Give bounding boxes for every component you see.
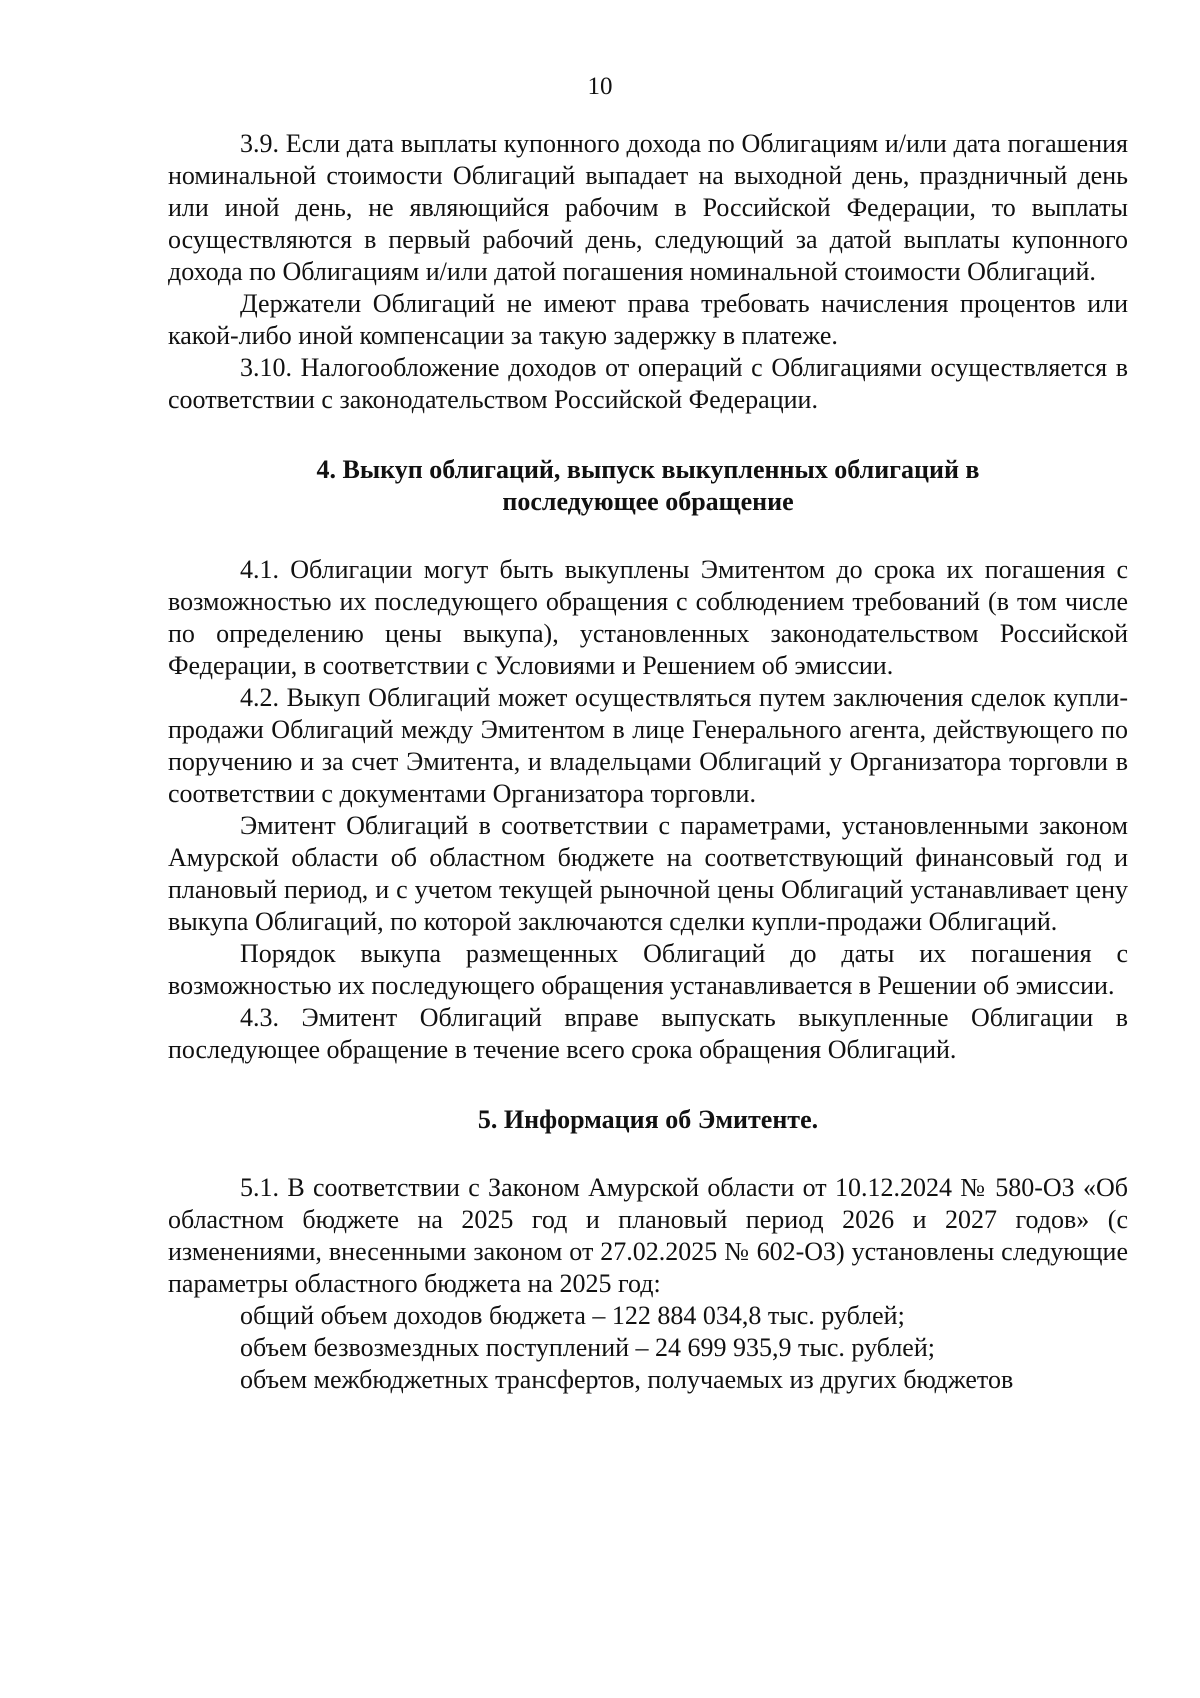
budget-param-item: объем межбюджетных трансфертов, получаемых из других бюджетов	[240, 1365, 1014, 1394]
paragraph-4-3: 4.3. Эмитент Облигаций вправе выпускать выкупленные Облигации в последующее обращение в течение всего срока обращения Облигаций.	[168, 1003, 1128, 1064]
paragraph-holders-rights: Держатели Облигаций не имеют права требовать начисления процентов или какой-либо иной компенсации за такую задержку в платеже.	[168, 289, 1128, 350]
paragraph-buyback-order: Порядок выкупа размещенных Облигаций до даты их погашения с возможностью их последующего обращения устанавливается в Решении об эмиссии.	[168, 939, 1128, 1000]
page-number: 10	[587, 73, 613, 100]
document-body	[168, 128, 1128, 1396]
paragraph-3-9: 3.9. Если дата выплаты купонного дохода по Облигациям и/или дата погашения номинальной стоимости Облигаций выпадает на выходной день, праздничный день или иной день, не являющийся рабочим в Российской Федерации, то выплаты осуществляются в первый рабочий день, следующий за датой выплаты купонного дохода по Облигациям и/или датой погашения номинальной стоимости Облигаций.	[168, 129, 1128, 286]
paragraph-buyback-price: Эмитент Облигаций в соответствии с параметрами, установленными законом Амурской области об областном бюджете на соответствующий финансовый год и плановый период, и с учетом текущей рыночной цены Облигаций устанавливает цену выкупа Облигаций, по которой заключаются сделки купли-продажи Облигаций.	[168, 811, 1128, 936]
section-5-heading: 5. Информация об Эмитенте.	[477, 1105, 819, 1134]
section-4-heading	[168, 454, 1128, 518]
budget-param-item: объем безвозмездных поступлений – 24 699 935,9 тыс. рублей;	[240, 1333, 935, 1362]
budget-param-item: общий объем доходов бюджета – 122 884 034,8 тыс. рублей;	[240, 1301, 905, 1330]
paragraph-4-2: 4.2. Выкуп Облигаций может осуществляться путем заключения сделок купли-продажи Облигаций между Эмитентом в лице Генерального агента, действующего по поручению и за счет Эмитента, и владельцами Облигаций у Организатора торговли в соответствии с документами Организатора торговли.	[168, 683, 1128, 808]
paragraph-3-10: 3.10. Налогообложение доходов от операций с Облигациями осуществляется в соответствии с законодательством Российской Федерации.	[168, 353, 1128, 414]
paragraph-5-1: 5.1. В соответствии с Законом Амурской области от 10.12.2024 № 580-ОЗ «Об областном бюджете на 2025 год и плановый период 2026 и 2027 годов» (с изменениями, внесенными законом от 27.02.2025 № 602-ОЗ) установлены следующие параметры областного бюджета на 2025 год:	[168, 1173, 1128, 1298]
paragraph-4-1: 4.1. Облигации могут быть выкуплены Эмитентом до срока их погашения с возможностью их последующего обращения с соблюдением требований (в том числе по определению цены выкупа), установленных законодательством Российской Федерации, в соответствии с Условиями и Решением об эмиссии.	[168, 555, 1128, 680]
section-4-heading-line-1: 4. Выкуп облигаций, выпуск выкупленных облигаций в	[316, 455, 980, 484]
section-4-heading-line-2: последующее обращение	[502, 487, 794, 516]
